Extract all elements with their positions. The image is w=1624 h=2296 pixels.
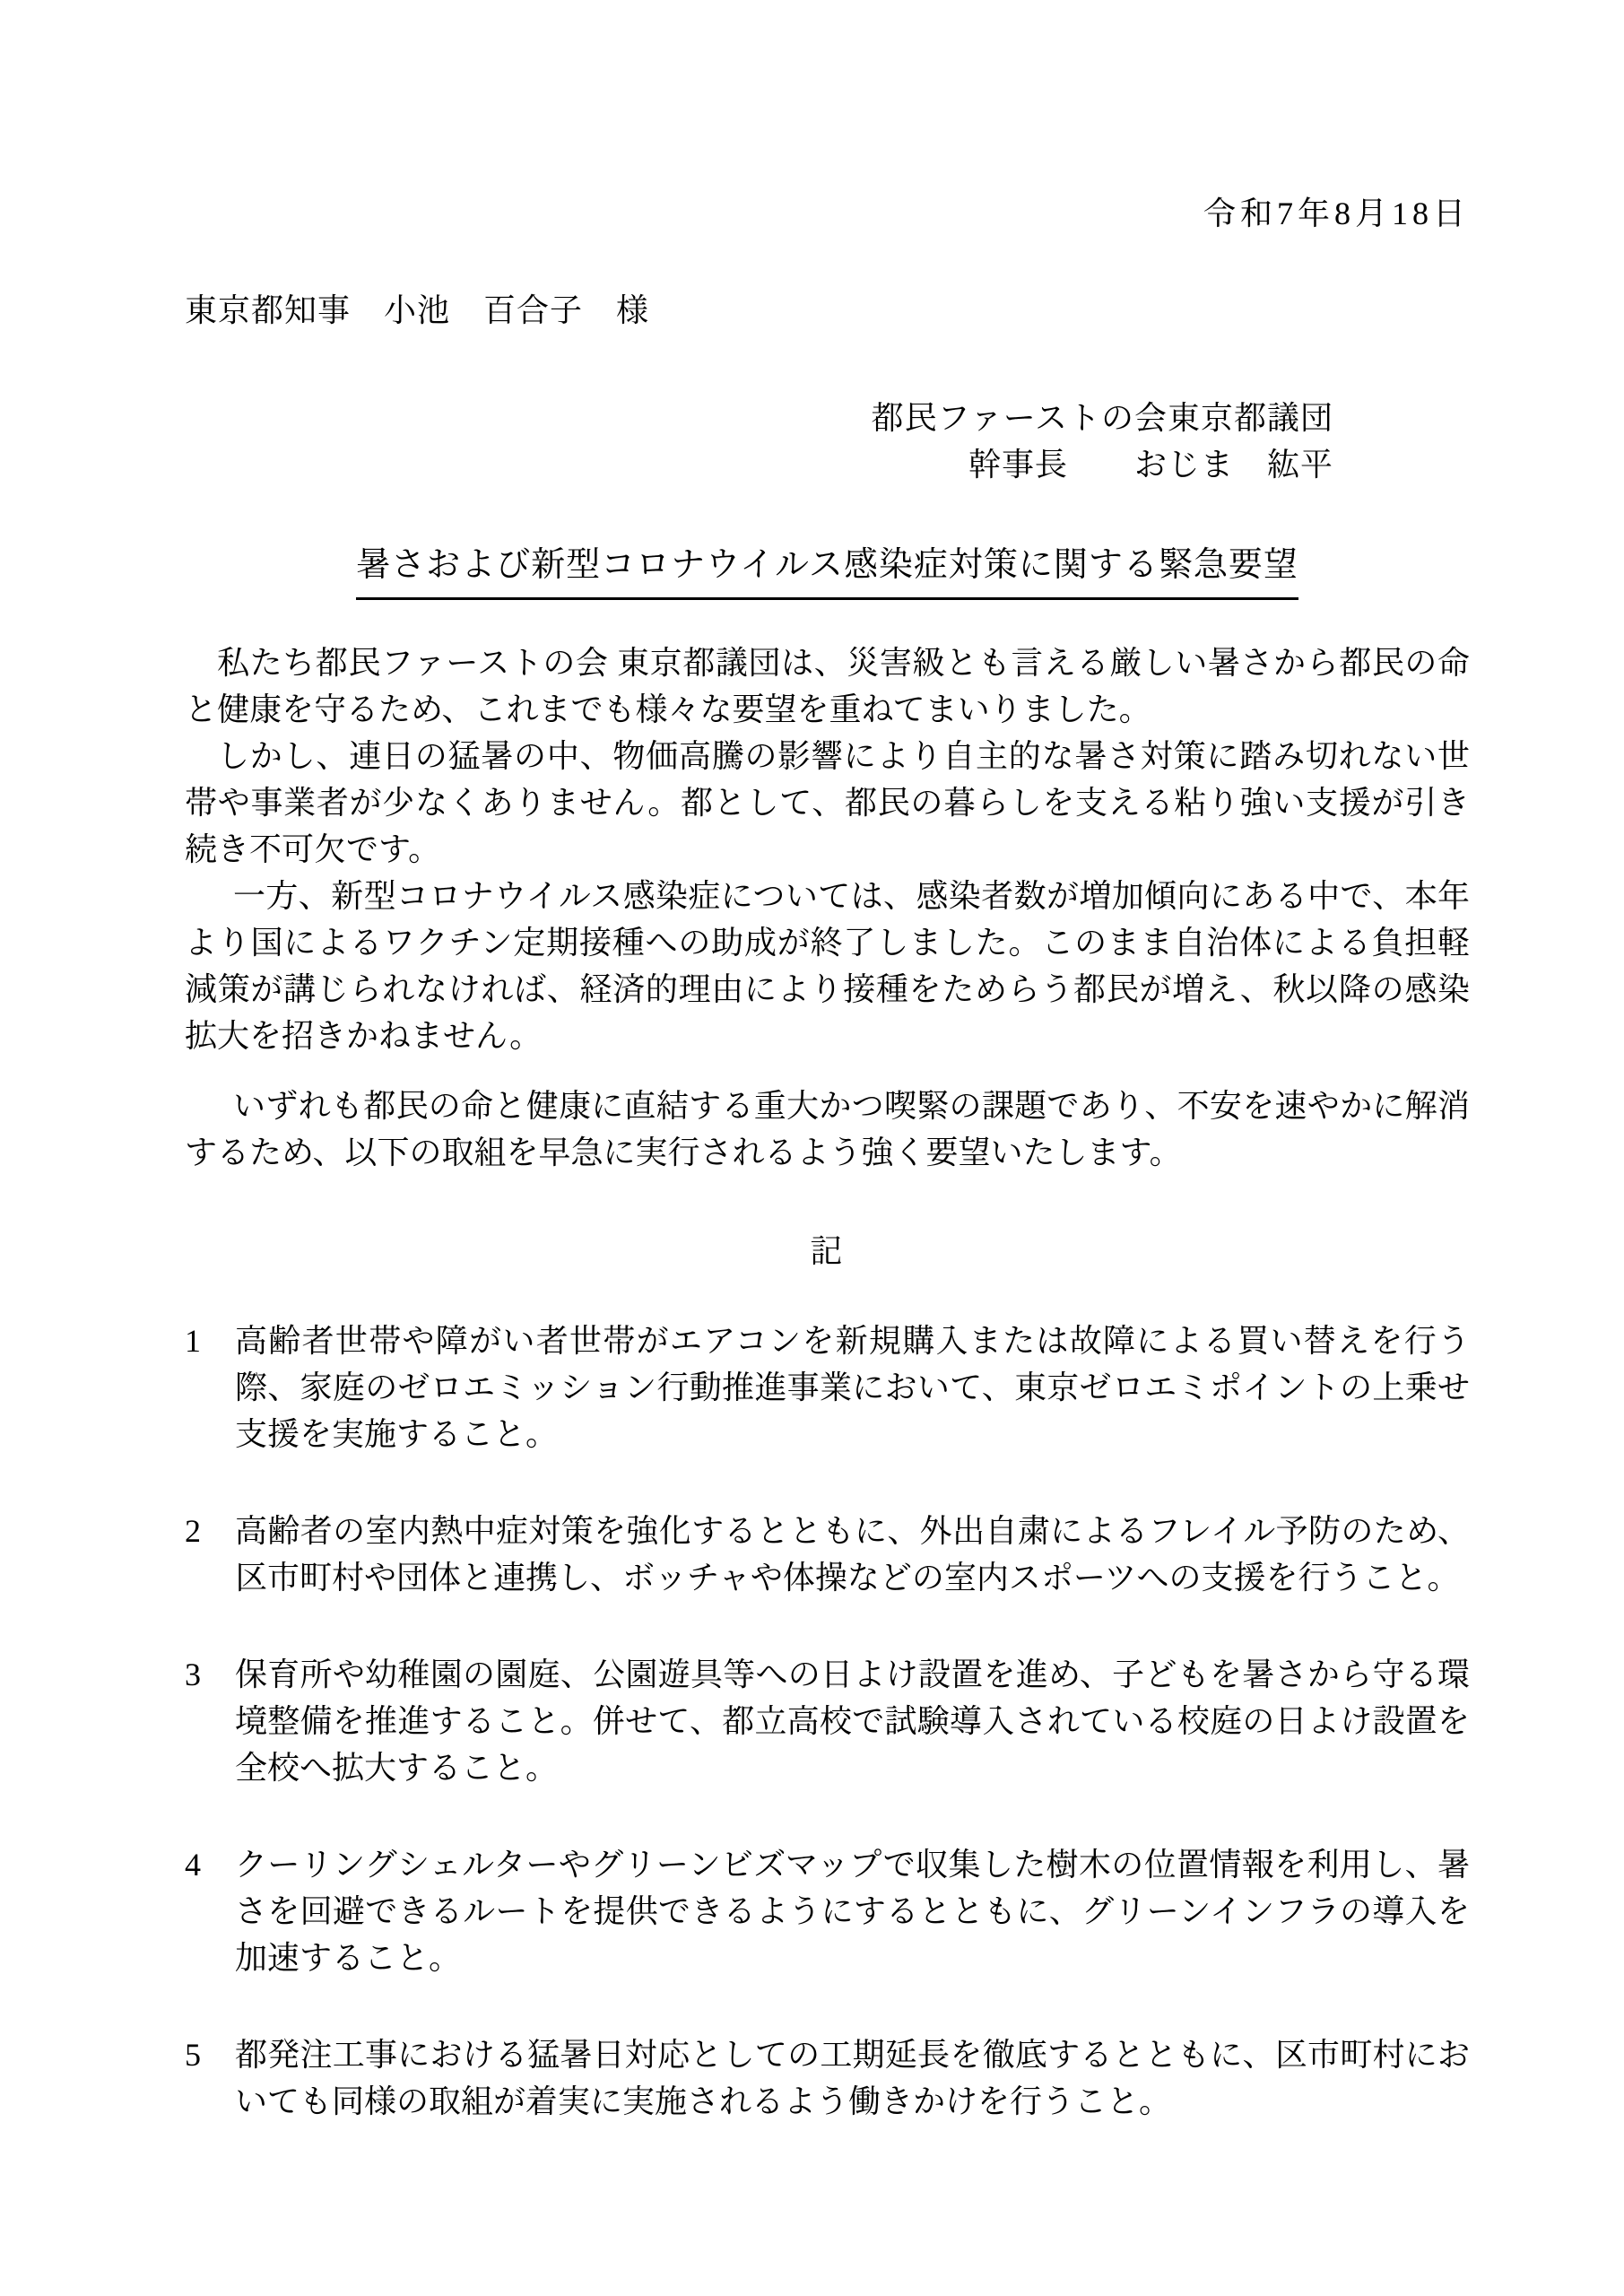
request-item-4 — [185, 1841, 1470, 1981]
item-number: 5 — [185, 2037, 201, 2073]
item-text: 高齢者の室内熱中症対策を強化するとともに、外出自粛によるフレイル予防のため、区市町村や団体と連携し、ボッチャや体操などの室内スポーツへの支援を行うこと。 — [235, 1513, 1470, 1596]
addressee-line: 東京都知事 小池 百合子 様 — [185, 292, 650, 328]
sender-block — [185, 395, 1470, 488]
list-marker-ki: 記 — [810, 1233, 845, 1269]
document-title: 暑さおよび新型コロナウイルス感染症対策に関する緊急要望 — [356, 540, 1298, 600]
item-text: 保育所や幼稚園の園庭、公園遊具等への日よけ設置を進め、子どもを暑さから守る環境整備を推進すること。併せて、都立高校で試験導入されている校庭の日よけ設置を全校へ拡大すること。 — [235, 1657, 1470, 1786]
request-item-3 — [185, 1651, 1470, 1791]
paragraph-1: 私たち都民ファーストの会 東京都議団は、災害級とも言える厳しい暑さから都民の命と健康を守るため、これまでも様々な要望を重ねてまいりました。 — [185, 645, 1470, 727]
document-date: 令和7年8月18日 — [1203, 196, 1470, 231]
item-number: 3 — [185, 1657, 201, 1692]
sender-organization: 都民ファーストの会東京都議団 — [871, 400, 1333, 436]
request-item-2 — [185, 1508, 1470, 1601]
body-paragraphs — [185, 639, 1470, 1176]
item-text: 都発注工事における猛暑日対応としての工期延長を徹底するとともに、区市町村においても同様の取組が着実に実施されるよう働きかけを行うこと。 — [235, 2037, 1470, 2119]
item-number: 4 — [185, 1847, 201, 1883]
item-text: クーリングシェルターやグリーンビズマップで収集した樹木の位置情報を利用し、暑さを回避できるルートを提供できるようにするとともに、グリーンインフラの導入を加速すること。 — [235, 1847, 1470, 1976]
item-number: 2 — [185, 1513, 201, 1549]
document-title-wrap — [185, 540, 1470, 600]
sender-signature: 幹事長 おじま 紘平 — [968, 447, 1333, 483]
paragraph-3: 一方、新型コロナウイルス感染症については、感染者数が増加傾向にある中で、本年より国によるワクチン定期接種への助成が終了しました。このまま自治体による負担軽減策が講じられなければ、経済的理由により接種をためらう都民が増え、秋以降の感染拡大を招きかねません。 — [185, 878, 1470, 1054]
item-number: 1 — [185, 1323, 201, 1359]
paragraph-2: しかし、連日の猛暑の中、物価高騰の影響により自主的な暑さ対策に踏み切れない世帯や事業者が少なくありません。都として、都民の暮らしを支える粘り強い支援が引き続き不可欠です。 — [185, 738, 1470, 867]
request-items-list — [185, 1318, 1470, 2125]
request-item-5 — [185, 2031, 1470, 2125]
paragraph-4: いずれも都民の命と健康に直結する重大かつ喫緊の課題であり、不安を速やかに解消するため、以下の取組を早急に実行されるよう強く要望いたします。 — [185, 1088, 1470, 1170]
item-text: 高齢者世帯や障がい者世帯がエアコンを新規購入または故障による買い替えを行う際、家庭のゼロエミッション行動推進事業において、東京ゼロエミポイントの上乗せ支援を実施すること。 — [235, 1323, 1470, 1452]
request-item-1 — [185, 1318, 1470, 1457]
